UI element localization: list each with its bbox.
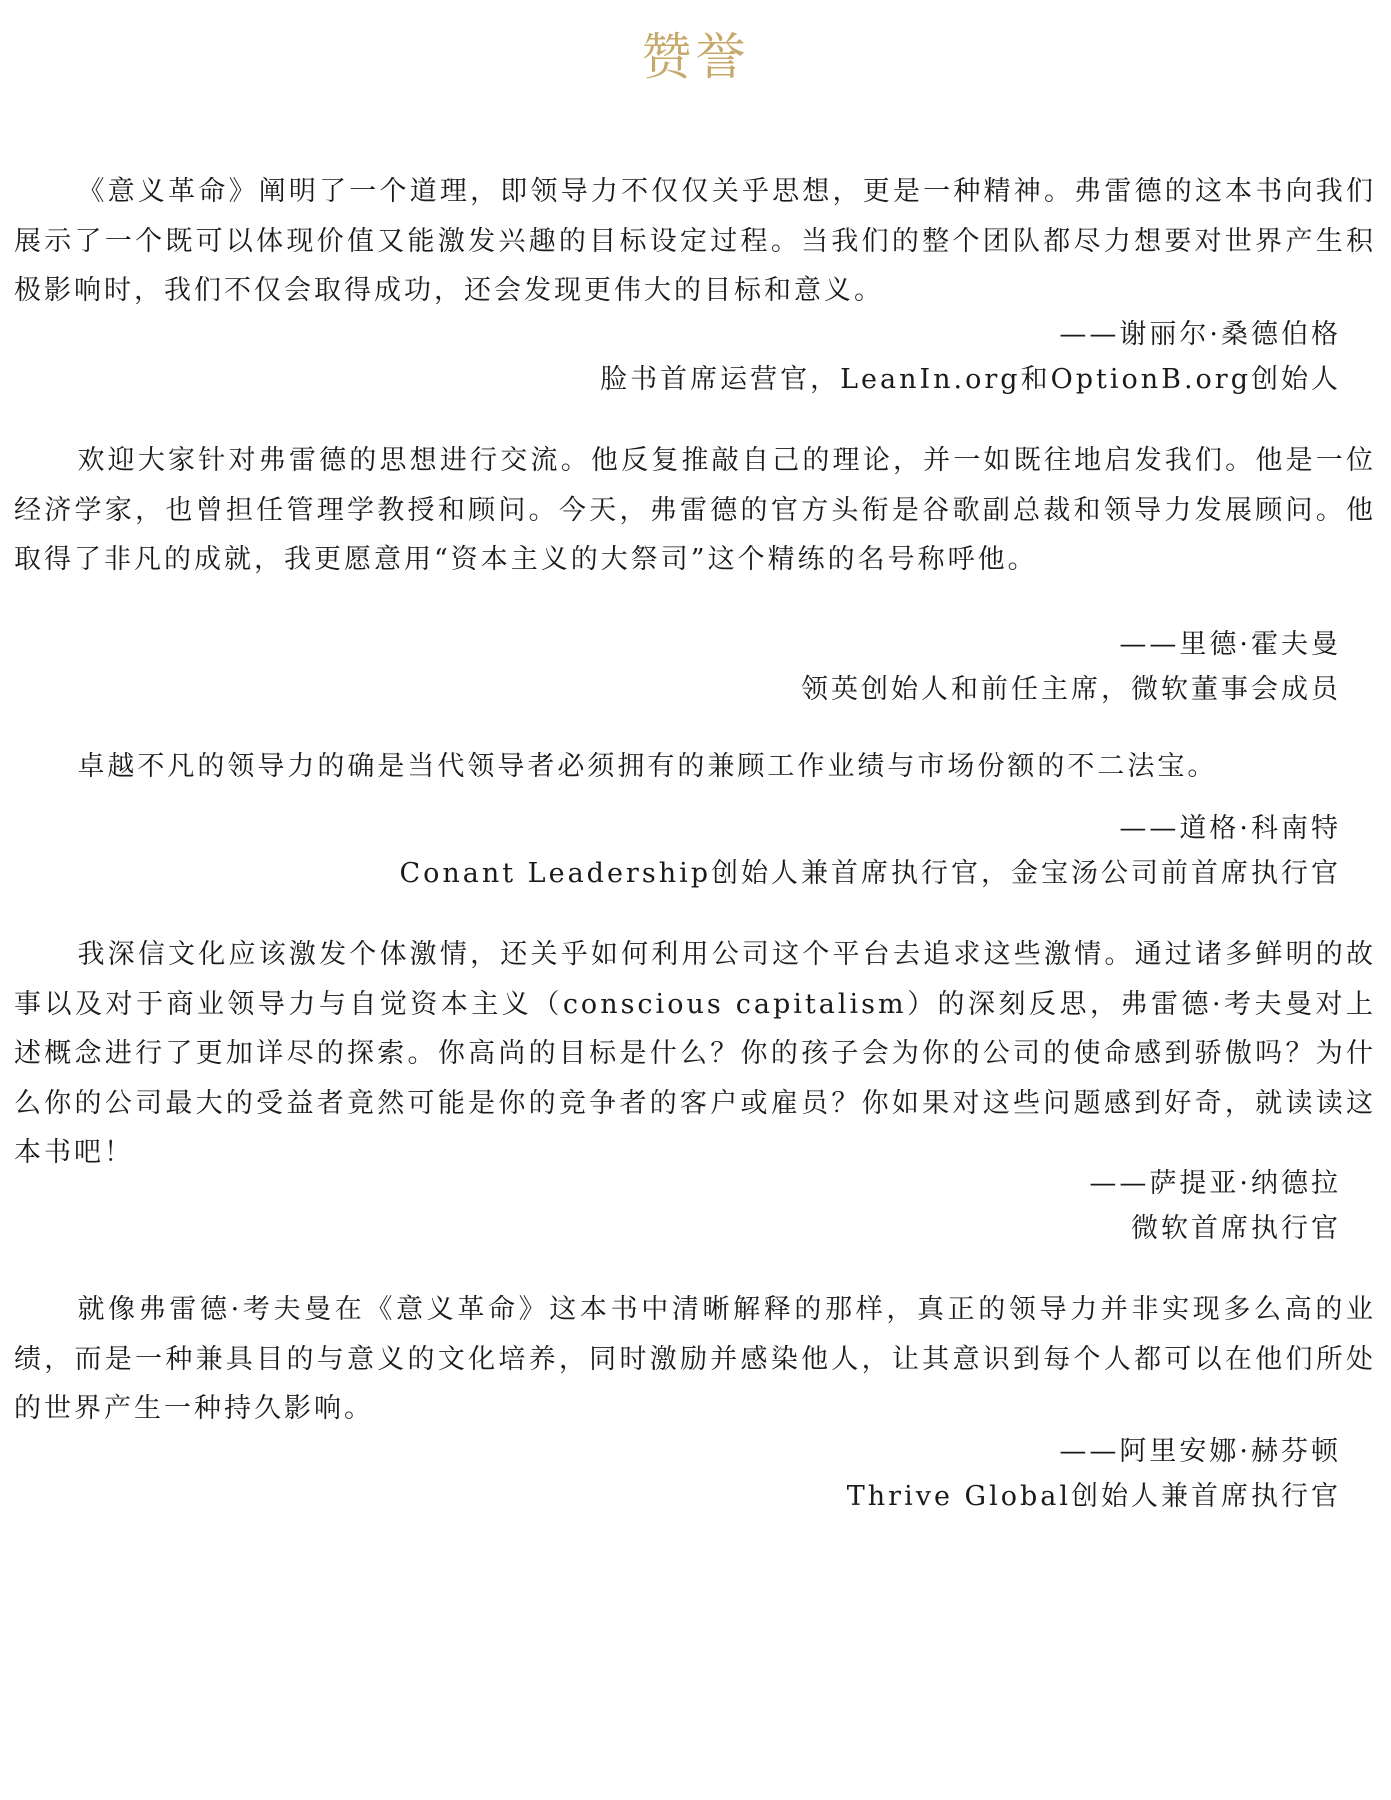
endorsement-text: 欢迎大家针对弗雷德的思想进行交流。他反复推敲自己的理论，并一如既往地启发我们。他是一位经济学家，也曾担任管理学教授和顾问。今天，弗雷德的官方头衔是谷歌副总裁和领导力发展顾问。他取得了非凡的成就，我更愿意用“资本主义的大祭司”这个精练的名号称呼他。 bbox=[14, 445, 1376, 575]
endorsement-author: ——萨提亚·纳德拉 bbox=[1089, 1168, 1341, 1199]
endorsement-role: 微软首席执行官 bbox=[1131, 1213, 1341, 1244]
endorsement-role: 领英创始人和前任主席，微软董事会成员 bbox=[801, 674, 1341, 705]
endorsement-role: 脸书首席运营官，LeanIn.org和OptionB.org创始人 bbox=[600, 364, 1341, 395]
endorsement-author: ——阿里安娜·赫芬顿 bbox=[1059, 1436, 1341, 1467]
endorsement-role: Conant Leadership创始人兼首席执行官，金宝汤公司前首席执行官 bbox=[399, 858, 1341, 889]
endorsement-author: ——道格·科南特 bbox=[1119, 813, 1341, 844]
endorsement-text: 就像弗雷德·考夫曼在《意义革命》这本书中清晰解释的那样，真正的领导力并非实现多么高的业绩，而是一种兼具目的与意义的文化培养，同时激励并感染他人，让其意识到每个人都可以在他们所处的世界产生一种持久影响。 bbox=[14, 1294, 1376, 1424]
endorsement-text: 《意义革命》阐明了一个道理，即领导力不仅仅关乎思想，更是一种精神。弗雷德的这本书向我们展示了一个既可以体现价值又能激发兴趣的目标设定过程。当我们的整个团队都尽力想要对世界产生积极影响时，我们不仅会取得成功，还会发现更伟大的目标和意义。 bbox=[14, 176, 1376, 306]
endorsement-author: ——谢丽尔·桑德伯格 bbox=[1059, 319, 1341, 350]
endorsement-author: ——里德·霍夫曼 bbox=[1119, 629, 1341, 660]
endorsement-text: 我深信文化应该激发个体激情，还关乎如何利用公司这个平台去追求这些激情。通过诸多鲜明的故事以及对于商业领导力与自觉资本主义（conscious capitalism）的深刻反思，弗雷德·考夫曼对上述概念进行了更加详尽的探索。你高尚的目标是什么？你的孩子会为你的公司的使命感到骄傲吗？为什么你的公司最大的受益者竟然可能是你的竞争者的客户或雇员？你如果对这些问题感到好奇，就读读这本书吧！ bbox=[14, 939, 1376, 1168]
endorsement-text: 卓越不凡的领导力的确是当代领导者必须拥有的兼顾工作业绩与市场份额的不二法宝。 bbox=[77, 751, 1218, 782]
endorsement-role: Thrive Global创始人兼首席执行官 bbox=[846, 1481, 1341, 1512]
page-title: 赞誉 bbox=[641, 28, 750, 86]
